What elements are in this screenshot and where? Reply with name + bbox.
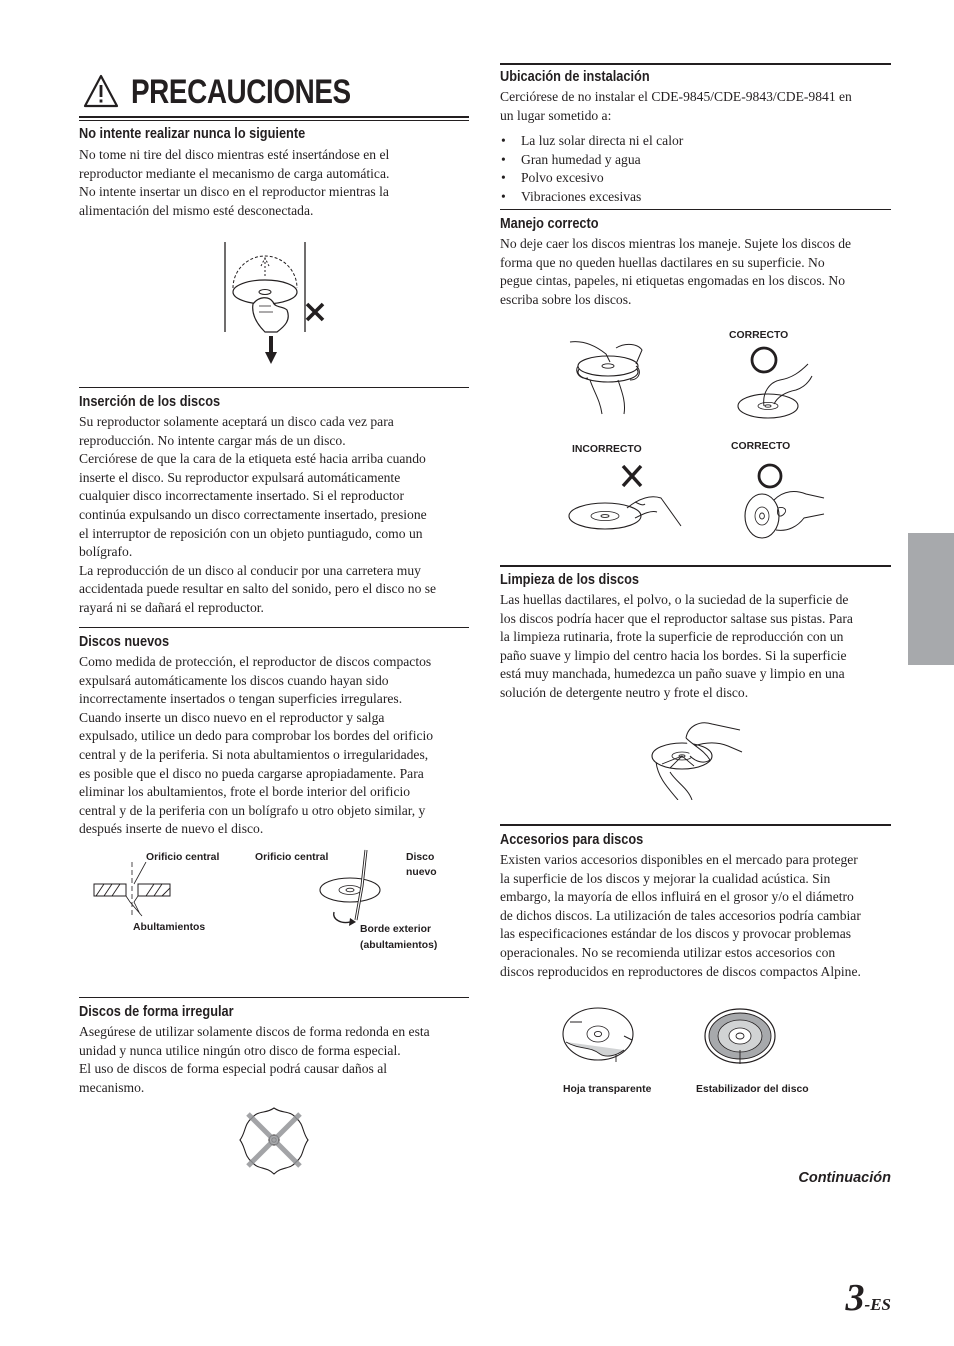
disc-stabilizer-illustration xyxy=(702,1006,782,1066)
caption-orificio-central-1: Orificio central xyxy=(146,852,220,863)
section-heading-insercion: Inserción de los discos xyxy=(79,394,221,410)
section-text-insercion: Su reproductor solamente aceptará un disco cada vez para reproducción. No intente cargar más de un disco. Cerciórese de que la cara de la etiqueta esté hacia arriba cuando inserte el disco. Su reproductor expulsará automáticamente cualquier disco incorrectamente insertado. Si el reproductor continúa expulsando un disco correctamente insertado, presione el interruptor de reposición con un objeto puntiagudo, como un bolígrafo. La reproducción de un disco al conducir por una carretera muy accidentada puede resultar en salto del sonido, pero el disco no se rayará ni se dañará el reproductor. xyxy=(79,414,437,615)
caption-disco-nuevo-1: Disco xyxy=(406,852,435,863)
section-divider xyxy=(79,997,469,998)
caption-correcto-2: CORRECTO xyxy=(731,441,791,452)
section-text-manejo: No deje caer los discos mientras los maneje. Sujete los discos de forma que no queden huellas dactilares en su superficie. No pegue cintas, papeles, ni etiquetas engomadas en los discos. No escriba sobre los discos. xyxy=(500,236,852,307)
section-divider xyxy=(79,120,469,121)
section-text-forma-irregular: Asegúrese de utilizar solamente discos de forma redonda en esta unidad y nunca utilice ningún otro disco de forma especial. El uso de discos de forma especial podrá causar daños al mecanismo. xyxy=(79,1024,430,1095)
caption-borde-exterior-2: (abultamientos) xyxy=(360,940,438,951)
section-text-no-intente: No tome ni tire del disco mientras esté insertándose en el reproductor mediante el mecanismo de carga automática. No intente insertar un disco en el reproductor mientras la alimentación del mismo esté desconectada. xyxy=(79,147,390,218)
page-title: PRECAUCIONES xyxy=(131,73,351,111)
installation-conditions-list xyxy=(500,132,683,206)
page-number: 3-ES xyxy=(845,1277,891,1319)
caption-estabilizador: Estabilizador del disco xyxy=(696,1084,809,1095)
section-heading-ubicacion: Ubicación de instalación xyxy=(500,69,650,85)
section-divider xyxy=(500,63,891,65)
caption-orificio-central-2: Orificio central xyxy=(255,852,329,863)
caption-hoja-transparente: Hoja transparente xyxy=(563,1084,652,1095)
section-heading-manejo: Manejo correcto xyxy=(500,216,599,232)
section-divider xyxy=(500,824,891,826)
caption-correcto-1: CORRECTO xyxy=(729,330,789,341)
list-item: • Vibraciones excesivas xyxy=(500,188,683,207)
section-divider xyxy=(500,565,891,567)
section-text-accesorios: Existen varios accesorios disponibles en el mercado para proteger la superficie de los discos y mejorar la cualidad acústica. Sin embargo, la mayoría de ellos influirá en el grosor y/o el diámetro de dichos discos. La utilización de tales accesorios podría cambiar las especificaciones estándar de los discos y provocar problemas operacionales. No se recomienda utilizar estos accesorios con discos reproducidos en reproductores de discos compactos Alpine. xyxy=(500,852,861,979)
new-disc-pen-illustration xyxy=(316,848,386,934)
transparent-sheet-illustration xyxy=(560,1004,640,1064)
page-title-block xyxy=(79,70,469,118)
section-divider xyxy=(79,387,469,388)
section-heading-limpieza: Limpieza de los discos xyxy=(500,572,639,588)
section-heading-forma-irregular: Discos de forma irregular xyxy=(79,1004,234,1020)
section-heading-accesorios: Accesorios para discos xyxy=(500,832,644,848)
continuation-label: Continuación xyxy=(798,1170,891,1186)
irregular-disc-illustration xyxy=(238,1106,310,1176)
list-item: • Gran humedad y agua xyxy=(500,151,683,170)
caption-abultamientos: Abultamientos xyxy=(133,922,206,933)
section-text-ubicacion: Cerciórese de no instalar el CDE-9845/CDE-9843/CDE-9841 en un lugar sometido a: xyxy=(500,89,852,123)
section-heading-no-intente: No intente realizar nunca lo siguiente xyxy=(79,126,306,142)
section-divider xyxy=(500,209,891,210)
incorrect-hold-illustration xyxy=(565,460,687,532)
section-text-limpieza: Las huellas dactilares, el polvo, o la suciedad de la superficie de los discos podría hacer que el reproductor saltase sus pistas. Para la limpieza rutinaria, frote la superficie de reproducción con un paño suave y limpio del centro hacia los bordes. Si la superficie está muy manchada, humedezca un paño suave y limpio en una solución de detergente neutro y frote el disco. xyxy=(500,592,853,700)
correct-hold-edge-illustration xyxy=(734,344,814,424)
list-item: • Polvo excesivo xyxy=(500,169,683,188)
section-divider xyxy=(79,627,469,628)
caption-borde-exterior-1: Borde exterior xyxy=(360,924,432,935)
section-text-discos-nuevos: Como medida de protección, el reproductor de discos compactos expulsará automáticamente los discos cuando hayan sido incorrectamente insertados o tengan superficies irregulares. Cuando inserte un disco nuevo en el reproductor y salga expulsado, utilice un dedo para comprobar los bordes del orificio central y de la periferia. Si nota abultamientos o irregularidades, es posible que el disco no pueda cargarse apropiadamente. Para eliminar los abultamientos, frote el borde interior del orificio central y de la periferia con un bolígrafo u otro objeto similar, y después inserte de nuevo el disco. xyxy=(79,654,434,837)
disc-cleaning-illustration xyxy=(648,716,744,800)
list-item: • La luz solar directa ni el calor xyxy=(500,132,683,151)
caption-incorrecto: INCORRECTO xyxy=(572,444,642,455)
side-tab-marker xyxy=(908,533,954,665)
disc-pull-illustration xyxy=(215,236,335,370)
section-heading-discos-nuevos: Discos nuevos xyxy=(79,634,170,650)
correct-hold-side-illustration xyxy=(740,460,826,540)
disc-cross-section-illustration xyxy=(90,862,180,920)
caption-disco-nuevo-2: nuevo xyxy=(406,867,437,878)
warning-triangle-icon xyxy=(83,74,119,108)
disc-stack-hand-illustration xyxy=(560,336,660,416)
